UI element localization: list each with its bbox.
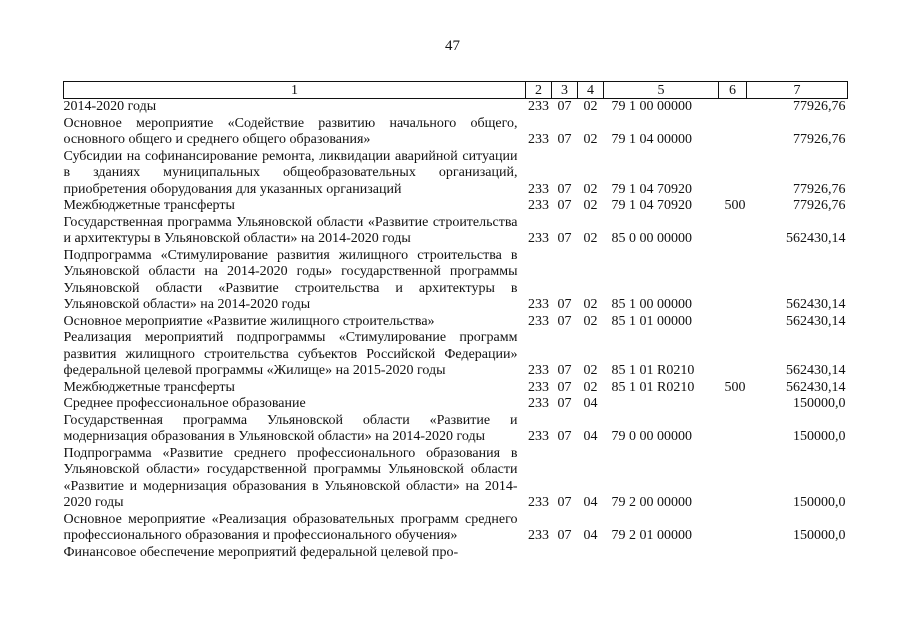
table-row (64, 545, 848, 562)
amount-cell: 77926,76 (793, 132, 846, 147)
expense-type-cell (719, 413, 747, 446)
row-name-cell: Субсидии на софинансирование ремонта, ликвидации аварийной ситуации в зданиях муниципальных общеобразовательных организаций, приобретения оборудования для указанных организаций (63, 148, 518, 197)
subsection-code-cell: 02 (583, 132, 598, 147)
target-article-cell: 79 1 04 70920 (611, 198, 692, 213)
table-row (64, 380, 848, 397)
table-row (64, 116, 848, 149)
expense-type-cell (719, 545, 747, 562)
target-article-cell: 85 1 01 R0210 (611, 379, 695, 395)
amount-cell: 77926,76 (793, 99, 846, 114)
section-code-cell: 07 (557, 495, 572, 510)
row-name-cell: Подпрограмма «Стимулирование развития жилищного строительства в Ульяновской области на 2014-2020 годы» государственной программы Ульяновской области «Развитие строительства и архитектуры в Ульяновской области» на 2014-2020 годы (63, 247, 518, 312)
section-code-cell (552, 545, 578, 562)
section-code-cell: 07 (557, 231, 572, 246)
column-header-1: 1 (64, 82, 526, 99)
table-row (64, 198, 848, 215)
subsection-code-cell: 02 (583, 231, 598, 246)
target-article-cell: 85 1 01 R0210 (611, 363, 695, 378)
target-article-cell (604, 396, 719, 413)
subsection-code-cell: 02 (583, 379, 598, 395)
target-article-cell: 85 0 00 00000 (611, 231, 692, 246)
ministry-code-cell (526, 545, 552, 562)
section-code-cell: 07 (557, 379, 572, 395)
column-header-7: 7 (747, 82, 848, 99)
table-row (64, 248, 848, 314)
subsection-code-cell: 02 (583, 297, 598, 312)
table-header-row (64, 82, 848, 99)
section-code-cell: 07 (557, 99, 572, 114)
target-article-cell: 79 2 00 00000 (611, 495, 692, 510)
expense-type-cell (719, 330, 747, 380)
section-code-cell: 07 (557, 429, 572, 444)
section-code-cell: 07 (557, 198, 572, 213)
subsection-code-cell: 02 (583, 198, 598, 213)
target-article-cell: 79 0 00 00000 (611, 429, 692, 444)
ministry-code-cell: 233 (528, 429, 549, 444)
section-code-cell: 07 (557, 313, 572, 329)
section-code-cell: 07 (557, 396, 572, 411)
ministry-code-cell: 233 (528, 297, 549, 312)
amount-cell: 562430,14 (786, 379, 846, 395)
row-name-cell: Межбюджетные трансферты (63, 198, 235, 213)
subsection-code-cell: 02 (583, 99, 598, 114)
ministry-code-cell: 233 (528, 528, 549, 543)
ministry-code-cell: 233 (528, 198, 549, 213)
target-article-cell: 79 1 04 70920 (611, 181, 692, 197)
expense-type-cell (719, 446, 747, 512)
budget-table (63, 81, 848, 561)
subsection-code-cell: 04 (583, 495, 598, 510)
amount-cell: 150000,0 (793, 429, 846, 444)
ministry-code-cell: 233 (528, 379, 549, 395)
row-name-cell: Основное мероприятие «Реализация образовательных программ среднего профессионального образования и профессионального обучения» (63, 511, 518, 543)
table-row (64, 396, 848, 413)
target-article-cell: 79 1 04 00000 (611, 132, 692, 147)
ministry-code-cell: 233 (528, 99, 549, 114)
expense-type-cell (719, 215, 747, 248)
section-code-cell: 07 (557, 363, 572, 378)
row-name-cell: Основное мероприятие «Содействие развитию начального общего, основного общего и среднего общего образования» (63, 115, 518, 147)
page-number: 47 (445, 38, 460, 54)
ministry-code-cell: 233 (528, 313, 549, 329)
table-row (64, 413, 848, 446)
ministry-code-cell: 233 (528, 495, 549, 510)
expense-type-cell: 500 (724, 198, 746, 213)
row-name-cell: Среднее профессиональное образование (63, 396, 306, 411)
column-header-6: 6 (719, 82, 747, 99)
table-row (64, 512, 848, 545)
section-code-cell: 07 (557, 297, 572, 312)
expense-type-cell (719, 248, 747, 314)
subsection-code-cell: 04 (583, 528, 598, 543)
amount-cell: 562430,14 (786, 297, 846, 312)
row-name-cell: Межбюджетные трансферты (63, 379, 235, 395)
ministry-code-cell: 233 (528, 132, 549, 147)
row-name-cell: Подпрограмма «Развитие среднего профессионального образования в Ульяновской области» государственной программы Ульяновской области «Развитие и модернизация образования в Ульяновской области» на 2014-2020 годы (63, 445, 518, 510)
amount-cell (747, 545, 848, 562)
target-article-cell: 85 1 01 00000 (611, 313, 692, 329)
column-header-2: 2 (526, 82, 552, 99)
table-row (64, 215, 848, 248)
amount-cell: 150000,0 (793, 528, 846, 543)
target-article-cell: 85 1 00 00000 (611, 297, 692, 312)
subsection-code-cell: 04 (583, 396, 598, 411)
column-header-4: 4 (578, 82, 604, 99)
section-code-cell: 07 (557, 132, 572, 147)
table-body (64, 99, 848, 562)
amount-cell: 562430,14 (786, 363, 846, 378)
expense-type-cell (719, 99, 747, 116)
ministry-code-cell: 233 (528, 231, 549, 246)
target-article-cell (604, 545, 719, 562)
expense-type-cell (719, 512, 747, 545)
column-header-5: 5 (604, 82, 719, 99)
amount-cell: 150000,0 (793, 495, 846, 510)
subsection-code-cell (578, 545, 604, 562)
subsection-code-cell: 02 (583, 181, 598, 197)
table-row (64, 314, 848, 331)
subsection-code-cell: 02 (583, 363, 598, 378)
ministry-code-cell: 233 (528, 363, 549, 378)
expense-type-cell (719, 314, 747, 331)
section-code-cell: 07 (557, 181, 572, 197)
row-name-cell: Основное мероприятие «Развитие жилищного строительства» (63, 313, 435, 329)
section-code-cell: 07 (557, 528, 572, 543)
amount-cell: 562430,14 (786, 231, 846, 246)
subsection-code-cell: 04 (583, 429, 598, 444)
column-header-3: 3 (552, 82, 578, 99)
amount-cell: 562430,14 (786, 313, 846, 329)
table-row (64, 99, 848, 116)
expense-type-cell (719, 116, 747, 149)
table-row (64, 446, 848, 512)
table-row (64, 149, 848, 199)
target-article-cell: 79 2 01 00000 (611, 528, 692, 543)
expense-type-cell: 500 (724, 379, 746, 395)
row-name-cell: Государственная программа Ульяновской области «Развитие строительства и архитектуры в Ульяновской области» на 2014-2020 годы (63, 214, 518, 246)
ministry-code-cell: 233 (528, 181, 549, 197)
ministry-code-cell: 233 (528, 396, 549, 411)
row-name-cell: Государственная программа Ульяновской области «Развитие и модернизация образования в Ульяновской области» на 2014-2020 годы (63, 412, 518, 444)
amount-cell: 150000,0 (793, 396, 846, 411)
expense-type-cell (719, 149, 747, 199)
amount-cell: 77926,76 (793, 181, 846, 197)
amount-cell: 77926,76 (793, 198, 846, 213)
table-row (64, 330, 848, 380)
target-article-cell: 79 1 00 00000 (611, 99, 692, 114)
expense-type-cell (719, 396, 747, 413)
row-name-cell: Реализация мероприятий подпрограммы «Стимулирование программ развития жилищного строительства субъектов Российской Федерации» федеральной целевой программы «Жилище» на 2015-2020 годы (63, 330, 518, 378)
subsection-code-cell: 02 (583, 313, 598, 329)
row-name-cell: 2014-2020 годы (63, 99, 157, 114)
row-name-cell: Финансовое обеспечение мероприятий федеральной целевой про- (63, 544, 459, 560)
